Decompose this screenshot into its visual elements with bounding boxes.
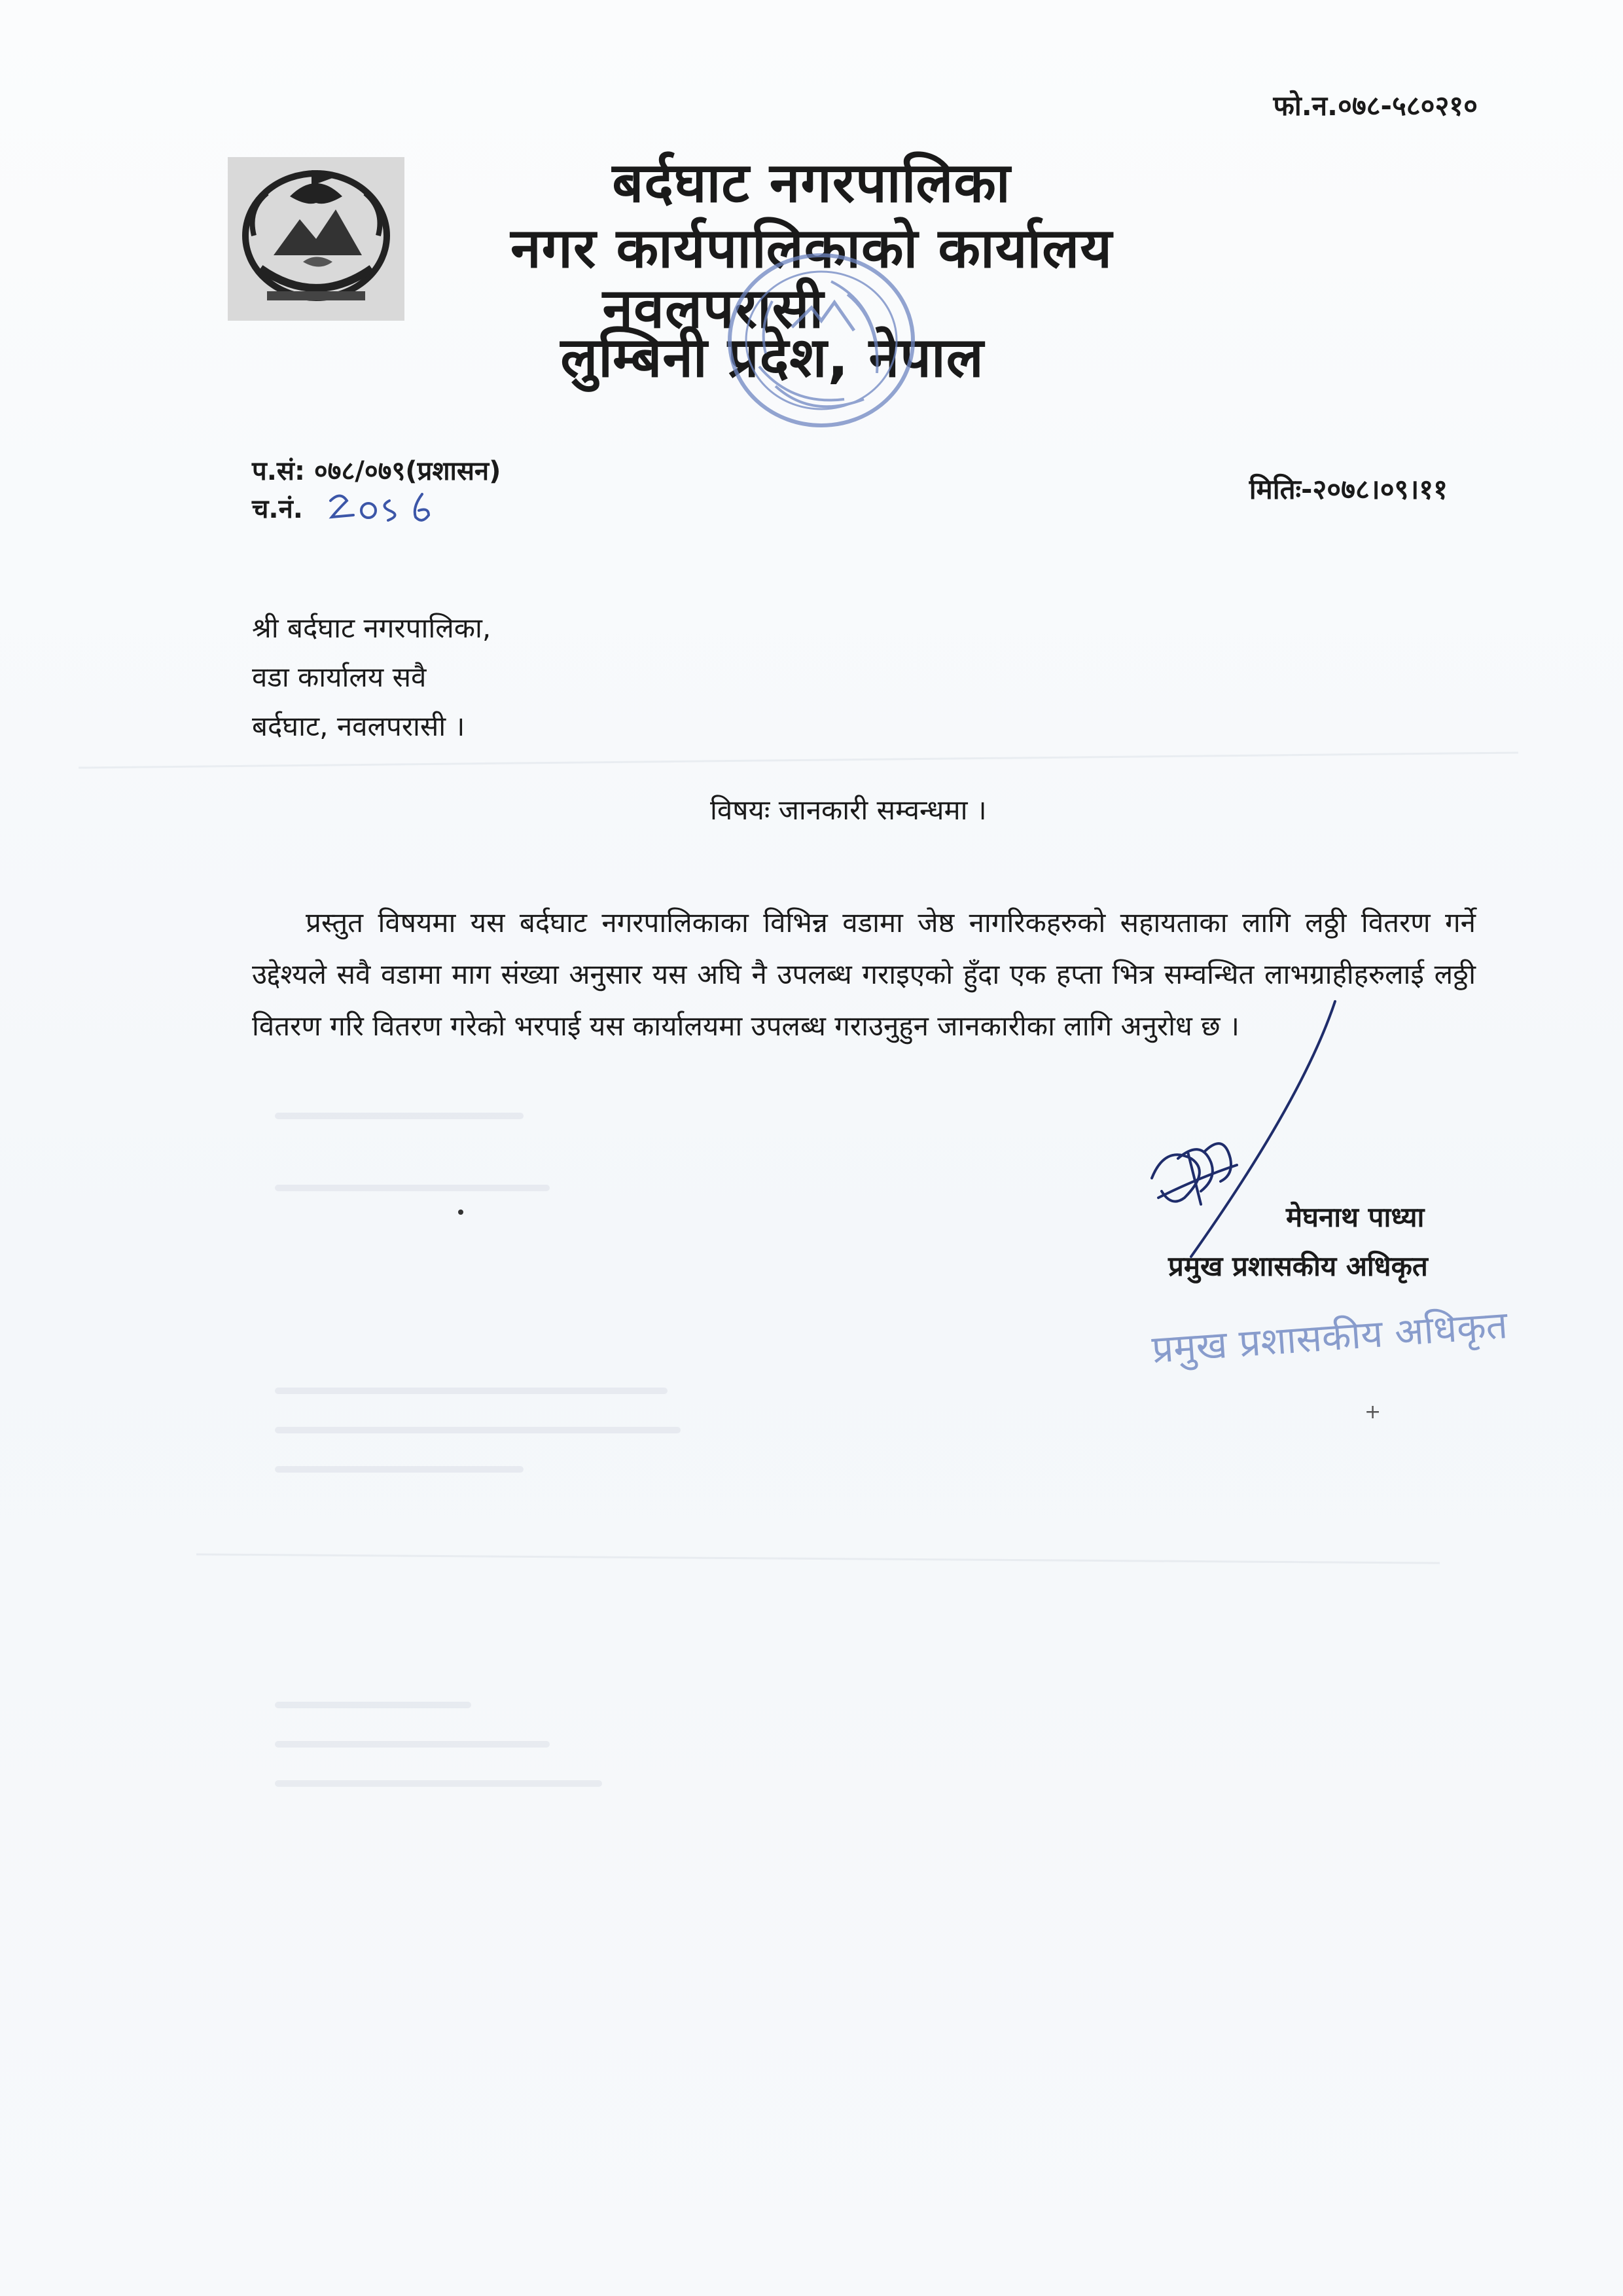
show-through-mark bbox=[275, 1185, 550, 1191]
addressee-line3: बर्दघाट, नवलपरासी । bbox=[252, 710, 465, 742]
office-seal-stamp bbox=[713, 242, 929, 445]
letter-date: मितिः-२०७८।०९।११ bbox=[1249, 473, 1448, 505]
addressee-line2: वडा कार्यालय सवै bbox=[252, 661, 427, 693]
show-through-mark bbox=[275, 1780, 602, 1787]
signatory-designation: प्रमुख प्रशासकीय अधिकृत bbox=[1168, 1250, 1428, 1282]
letterhead-line4: लुम्बिनी प्रदेश, नेपाल bbox=[560, 325, 984, 389]
body-paragraph: प्रस्तुत विषयमा यस बर्दघाट नगरपालिकाका विभिन्न वडामा जेष्ठ नागरिकहरुको सहायताका लागि लठ्ठी वितरण गर्ने उद्देश्यले सवै वडामा माग संख्या अनुसार यस अघि नै उपलब्ध गराइएको हुँदा एक हप्ता भित्र सम्वन्धित लाभग्राहीहरुलाई लठ्ठी वितरण गरि वितरण गरेको भरपाई यस कार्यालयमा उपलब्ध गराउनुहुन जानकारीका लागि अनुरोध छ । bbox=[252, 906, 1476, 1042]
show-through-mark bbox=[275, 1113, 524, 1119]
paper-crease bbox=[79, 751, 1518, 768]
subject-line: विषयः जानकारी सम्वन्धमा । bbox=[710, 794, 987, 826]
show-through-mark bbox=[275, 1388, 668, 1394]
paper-crease bbox=[196, 1553, 1440, 1564]
stray-dot bbox=[458, 1210, 463, 1215]
designation-stamp: प्रमुख प्रशासकीय अधिकृत bbox=[1150, 1302, 1509, 1372]
letterhead-line1: बर्दघाट नगरपालिका bbox=[612, 151, 1011, 215]
show-through-mark bbox=[275, 1741, 550, 1748]
show-through-mark bbox=[275, 1702, 471, 1708]
signatory-name: मेघनाथ पाध्या bbox=[1286, 1201, 1425, 1233]
handwritten-dispatch-number bbox=[324, 481, 455, 533]
letterhead-line2: नगर कार्यपालिकाको कार्यालय bbox=[510, 216, 1113, 280]
show-through-mark bbox=[275, 1427, 681, 1433]
dispatch-number-label: च.नं. bbox=[252, 494, 303, 524]
addressee-line1: श्री बर्दघाट नगरपालिका, bbox=[252, 612, 491, 644]
letterhead-line3: नवलपरासी bbox=[602, 276, 825, 340]
phone-number: फो.न.०७८-५८०२१० bbox=[1273, 90, 1478, 122]
show-through-mark bbox=[275, 1466, 524, 1473]
reference-number: प.सं: ०७८/०७९(प्रशासन) bbox=[252, 456, 501, 486]
stray-mark: + bbox=[1364, 1401, 1382, 1424]
